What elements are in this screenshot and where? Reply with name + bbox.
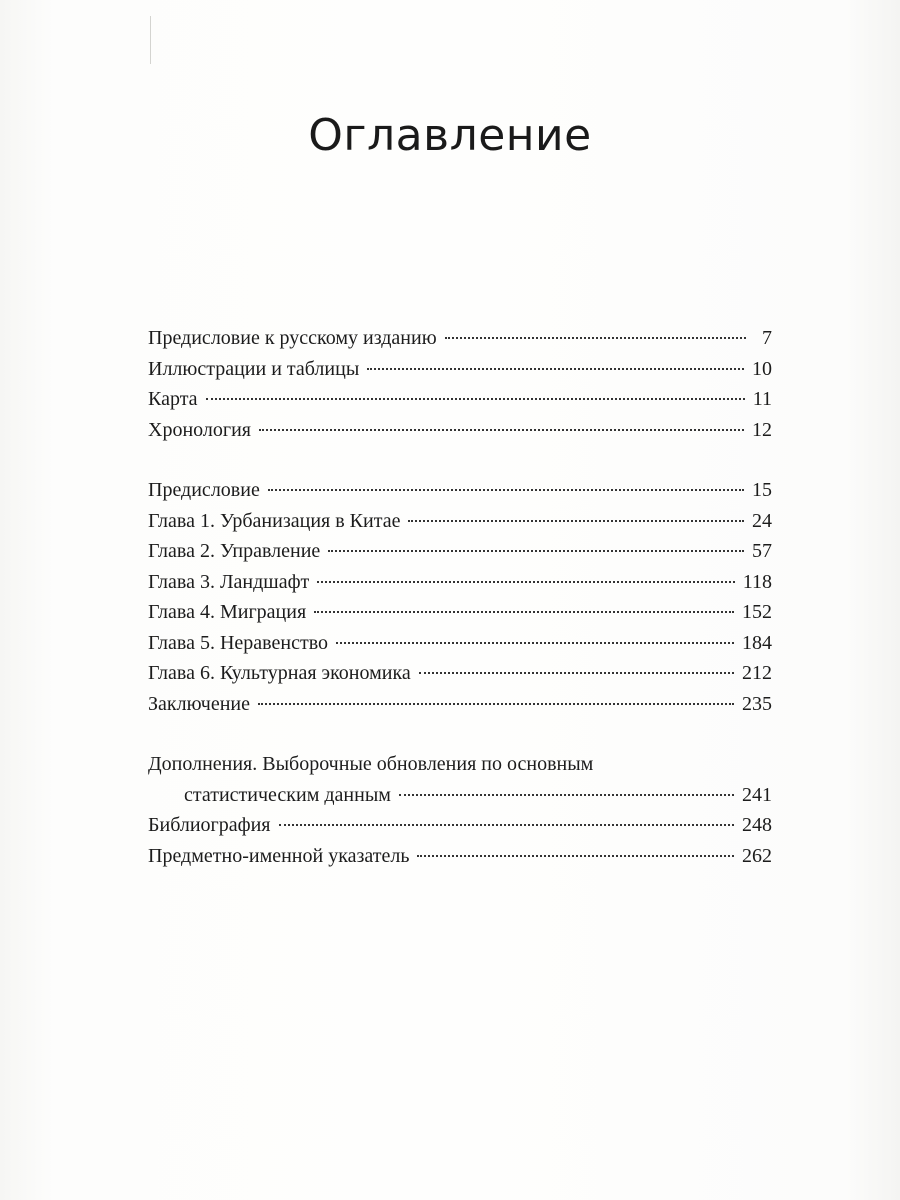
toc-entry-label: Глава 3. Ландшафт — [148, 570, 310, 593]
toc-entry-page: 152 — [742, 601, 772, 623]
dot-leader — [328, 550, 744, 552]
dot-leader — [317, 581, 734, 583]
toc-entry-label: Предметно-именной указатель — [148, 844, 410, 867]
toc-entry-chapter-3 — [148, 567, 772, 598]
toc-entry-illustrations — [148, 354, 772, 385]
toc-entry-label: Библиография — [148, 814, 271, 836]
toc-entry-preface-russian — [148, 323, 772, 354]
toc-entry-label-line2-row — [148, 780, 772, 811]
section-gap — [148, 445, 772, 475]
dot-leader — [259, 429, 744, 431]
toc-entry-page: 15 — [752, 479, 772, 501]
dot-leader — [367, 368, 744, 370]
toc-entry-page: 7 — [762, 327, 772, 349]
toc-entry-page: 12 — [752, 418, 772, 441]
toc-entry-map — [148, 384, 772, 415]
toc-entry-chronology — [148, 415, 772, 446]
toc-entry-page: 235 — [742, 692, 772, 715]
toc-entry-bibliography — [148, 810, 772, 841]
dot-leader — [408, 520, 744, 522]
toc-entry-label: Глава 1. Урбанизация в Китае — [148, 509, 401, 532]
dot-leader — [417, 855, 734, 857]
toc-entry-page: 24 — [752, 509, 772, 532]
dot-leader — [419, 672, 734, 674]
toc-entry-page: 212 — [742, 662, 772, 684]
toc-entry-page: 248 — [742, 814, 772, 836]
toc-entry-label: Хронология — [148, 418, 251, 441]
dot-leader — [258, 703, 734, 705]
toc-entry-label-line1: Дополнения. Выборочные обновления по основным — [148, 753, 594, 775]
toc-entry-page: 10 — [752, 357, 772, 380]
toc-entry-label: Глава 5. Неравенство — [148, 631, 328, 654]
dot-leader — [445, 337, 746, 339]
toc-entry-label: Глава 4. Миграция — [148, 601, 307, 623]
toc-entry-index — [148, 841, 772, 872]
toc-entry-label: Предисловие — [148, 479, 260, 501]
dot-leader — [279, 824, 735, 826]
toc-entry-label: Иллюстрации и таблицы — [148, 357, 360, 380]
toc-entry-chapter-6 — [148, 658, 772, 689]
toc-entry-preface — [148, 475, 772, 506]
toc-entry-label: Карта — [148, 388, 198, 410]
toc-entry-appendix — [148, 749, 772, 810]
dot-leader — [399, 794, 734, 796]
gutter-line — [150, 16, 151, 64]
toc-entry-page: 57 — [752, 540, 772, 562]
toc-entry-label: Заключение — [148, 692, 250, 715]
toc-entry-chapter-1 — [148, 506, 772, 537]
section-gap — [148, 719, 772, 749]
toc-entry-label: Глава 2. Управление — [148, 540, 321, 562]
table-of-contents — [148, 323, 772, 871]
page-title: Оглавление — [308, 110, 592, 161]
toc-entry-label: Предисловие к русскому изданию — [148, 327, 437, 349]
toc-entry-page: 118 — [742, 570, 772, 593]
toc-entry-conclusion — [148, 689, 772, 720]
toc-entry-label-line2: статистическим данным — [184, 783, 391, 806]
toc-entry-label: Глава 6. Культурная экономика — [148, 662, 411, 684]
toc-entry-chapter-4 — [148, 597, 772, 628]
dot-leader — [206, 398, 745, 400]
dot-leader — [336, 642, 734, 644]
dot-leader — [268, 489, 744, 491]
toc-entry-page: 11 — [752, 388, 772, 410]
dot-leader — [314, 611, 734, 613]
toc-entry-chapter-2 — [148, 536, 772, 567]
toc-entry-page: 241 — [742, 783, 772, 806]
toc-entry-page: 184 — [742, 631, 772, 654]
toc-entry-chapter-5 — [148, 628, 772, 659]
toc-entry-page: 262 — [742, 844, 772, 867]
